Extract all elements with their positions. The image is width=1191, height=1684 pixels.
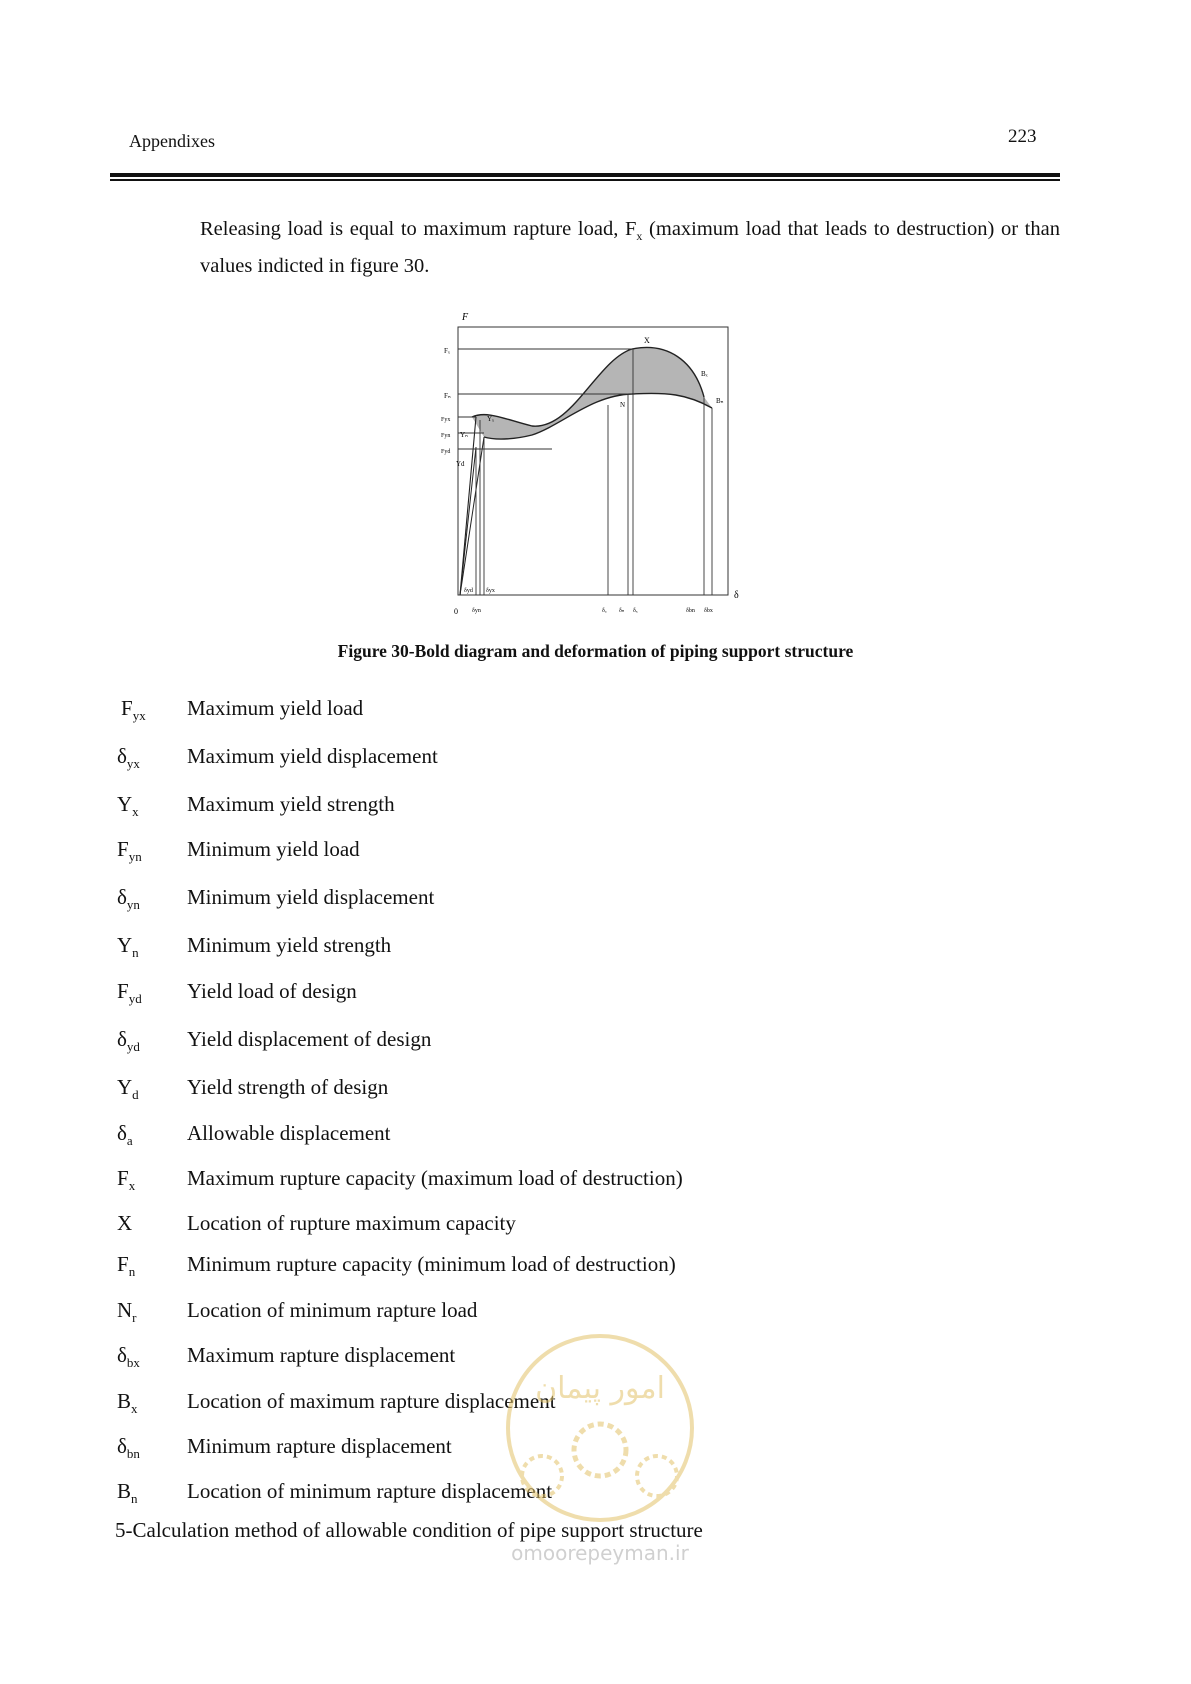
tick-dbx: δbx bbox=[704, 608, 713, 614]
symbol-description: Minimum rupture capacity (minimum load of destruction) bbox=[187, 1252, 676, 1276]
watermark-logo-text: امور پیمان bbox=[535, 1371, 665, 1406]
symbol: $Y_n$ bbox=[117, 933, 139, 960]
page-number: 223 bbox=[1008, 126, 1037, 147]
point-x: X bbox=[644, 336, 650, 345]
symbol-row bbox=[0, 1166, 900, 1196]
intro-paragraph bbox=[200, 214, 1060, 281]
symbol-description: Location of rupture maximum capacity bbox=[187, 1211, 516, 1235]
tick-dyn: δyn bbox=[472, 608, 481, 614]
symbol-description: Allowable displacement bbox=[187, 1121, 391, 1145]
symbol-description: Yield load of design bbox=[187, 979, 357, 1003]
symbol: $Y_x$ bbox=[117, 792, 139, 819]
symbol-description: Maximum rapture displacement bbox=[187, 1343, 456, 1367]
header-rule-thick bbox=[110, 173, 1060, 177]
symbol-description: Maximum yield load bbox=[187, 696, 364, 720]
intro-text-before: Releasing load is equal to maximum rapture load, F bbox=[200, 218, 637, 240]
running-head: Appendixes bbox=[129, 131, 215, 151]
symbol-description: Maximum yield strength bbox=[187, 792, 395, 816]
intro-text-after: (maximum load that leads to destruction) or than values indicted in figure 30. bbox=[200, 218, 1060, 278]
tick-fx: Fₓ bbox=[444, 347, 450, 355]
symbol: $F_n$ bbox=[117, 1252, 136, 1279]
symbol: $B_n$ bbox=[117, 1479, 138, 1506]
tick-dyd: δyd bbox=[464, 588, 473, 594]
tick-fyx: Fyx bbox=[441, 417, 451, 423]
symbol-description: Location of minimum rapture displacement bbox=[187, 1479, 553, 1503]
shaded-band bbox=[472, 348, 712, 440]
tick-dyx: δyx bbox=[486, 588, 495, 594]
figure-caption: Figure 30-Bold diagram and deformation of piping support structure bbox=[337, 641, 854, 661]
tick-da: δₐ bbox=[602, 608, 607, 614]
symbol-row bbox=[0, 885, 900, 915]
gear-icon bbox=[574, 1424, 626, 1476]
tick-dbn: δbn bbox=[686, 608, 695, 614]
tick-fn: Fₙ bbox=[444, 392, 451, 400]
watermark-circle bbox=[508, 1336, 692, 1520]
load-deformation-diagram bbox=[432, 300, 752, 625]
gear-icon-right bbox=[637, 1456, 677, 1496]
point-bn: Bₙ bbox=[716, 397, 724, 405]
tick-dn: δₙ bbox=[619, 608, 625, 614]
symbol-row bbox=[0, 1479, 900, 1509]
symbol: $\delta_{yn}$ bbox=[117, 885, 140, 912]
symbol-row bbox=[0, 1121, 900, 1151]
symbol-row bbox=[0, 1027, 900, 1057]
point-yn: Yₙ bbox=[460, 431, 468, 439]
symbol: $F_x$ bbox=[117, 1166, 136, 1193]
symbol-row bbox=[0, 1434, 900, 1464]
symbol-description: Yield displacement of design bbox=[187, 1027, 432, 1051]
figure-30 bbox=[432, 300, 752, 625]
symbol-description: Minimum yield displacement bbox=[187, 885, 435, 909]
elastic-line-3 bbox=[460, 447, 476, 595]
section-heading: 5-Calculation method of allowable condition of pipe support structure bbox=[115, 1518, 703, 1542]
symbol-description: Maximum yield displacement bbox=[187, 744, 438, 768]
symbol-description: Yield strength of design bbox=[187, 1075, 389, 1099]
symbol-row bbox=[0, 1298, 900, 1328]
symbol-row bbox=[0, 696, 900, 726]
symbol: $F_{yx}$ bbox=[121, 696, 146, 723]
point-yd: Yd bbox=[456, 460, 465, 468]
axis-origin: 0 bbox=[454, 607, 458, 616]
symbol: $\delta_a$ bbox=[117, 1121, 133, 1148]
symbol: $B_x$ bbox=[117, 1389, 138, 1416]
symbol: $F_{yd}$ bbox=[117, 979, 142, 1006]
axis-label-f: F bbox=[462, 312, 469, 323]
symbol: $\delta_{bn}$ bbox=[117, 1434, 140, 1461]
symbol: $\delta_{yd}$ bbox=[117, 1027, 140, 1054]
tick-dx: δₓ bbox=[633, 608, 638, 614]
symbol-row bbox=[0, 744, 900, 774]
symbol: $Y_d$ bbox=[117, 1075, 139, 1102]
header-rule-thin bbox=[110, 179, 1060, 181]
symbol: $\delta_{bx}$ bbox=[117, 1343, 140, 1370]
symbol-description: Location of maximum rapture displacement bbox=[187, 1389, 556, 1413]
symbol-row bbox=[0, 1389, 900, 1419]
point-bx: Bₓ bbox=[701, 370, 708, 378]
symbol-row bbox=[0, 933, 900, 963]
symbol: $F_{yn}$ bbox=[117, 837, 142, 864]
gear-icon-left bbox=[522, 1456, 562, 1496]
symbol-row bbox=[0, 1211, 900, 1241]
symbol-row bbox=[0, 1343, 900, 1373]
symbol-description: Location of minimum rapture load bbox=[187, 1298, 478, 1322]
tick-fyn: Fyn bbox=[441, 433, 451, 439]
symbol-description: Maximum rupture capacity (maximum load of destruction) bbox=[187, 1166, 683, 1190]
symbol-description: Minimum yield load bbox=[187, 837, 360, 861]
intro-subscript: x bbox=[636, 229, 643, 244]
symbol-row bbox=[0, 1075, 900, 1105]
tick-fyd: Fyd bbox=[441, 449, 451, 455]
symbol-description: Minimum rapture displacement bbox=[187, 1434, 452, 1458]
symbol-row bbox=[0, 979, 900, 1009]
symbol: $N_r$ bbox=[117, 1298, 137, 1325]
point-yx: Yₓ bbox=[487, 415, 495, 423]
symbol: X bbox=[117, 1211, 133, 1235]
symbol-description: Minimum yield strength bbox=[187, 933, 392, 957]
symbol-row bbox=[0, 792, 900, 822]
watermark-url: omoorepeyman.ir bbox=[511, 1541, 689, 1565]
symbol: $\delta_{yx}$ bbox=[117, 744, 140, 771]
watermark bbox=[485, 1328, 715, 1578]
axis-label-delta: δ bbox=[734, 590, 739, 601]
point-n: N bbox=[620, 401, 626, 409]
symbol-row bbox=[0, 1252, 900, 1282]
watermark-logo bbox=[485, 1328, 715, 1578]
symbol-row bbox=[0, 837, 900, 867]
